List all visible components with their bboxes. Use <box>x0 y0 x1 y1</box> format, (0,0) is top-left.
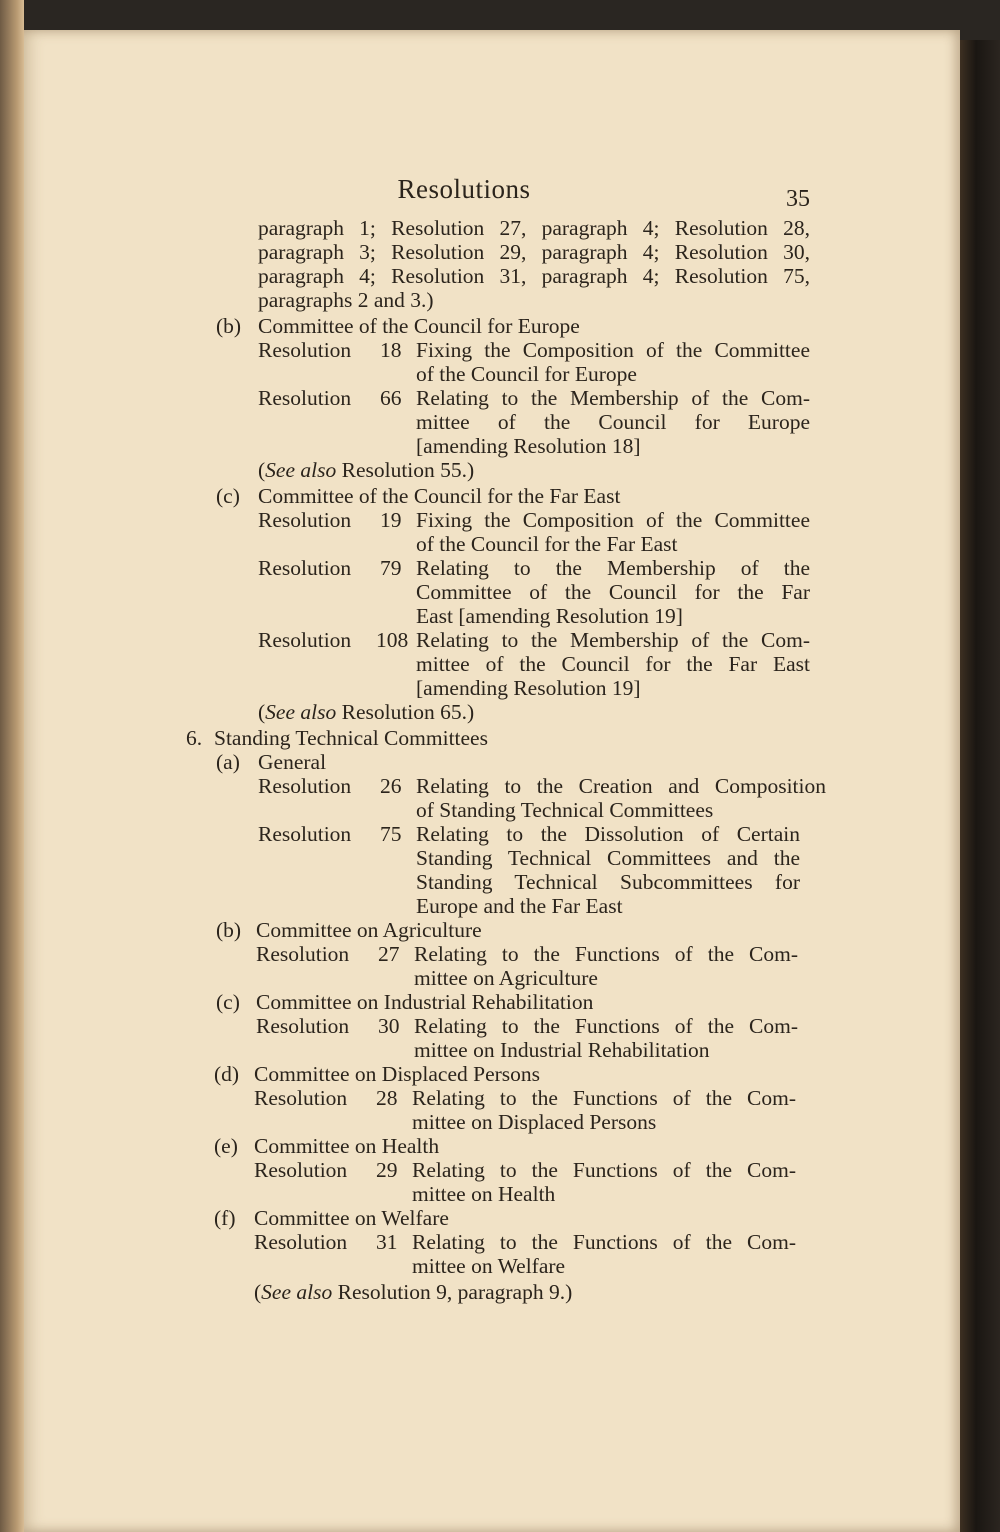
subsection-label: (a) <box>216 750 240 774</box>
section-number: 6. <box>186 726 203 750</box>
text-line: paragraph 3; Resolution 29, paragraph 4; Resolution 30, <box>258 240 810 264</box>
subsection-label: (f) <box>214 1206 236 1230</box>
subsection-label: (d) <box>214 1062 240 1086</box>
page-number: 35 <box>786 186 810 212</box>
resolution-number: 19 <box>380 508 402 532</box>
resolution-title: Relating to the Membership of the Com- <box>416 628 810 652</box>
subsection-heading: Committee on Agriculture <box>256 918 482 942</box>
resolution-title: Relating to the Membership of the <box>416 556 810 580</box>
resolution-number: 66 <box>380 386 402 410</box>
resolution-word: Resolution <box>258 774 352 798</box>
text-line: paragraph 1; Resolution 27, paragraph 4; Resolution 28, <box>258 216 810 240</box>
resolution-title: Relating to the Functions of the Com- <box>414 1014 798 1038</box>
resolution-title: mittee on Health <box>412 1182 556 1206</box>
resolution-title: mittee of the Council for the Far East <box>416 652 810 676</box>
resolution-title: mittee on Agriculture <box>414 966 598 990</box>
resolution-title: mittee of the Council for Europe <box>416 410 810 434</box>
resolution-word: Resolution <box>254 1086 348 1110</box>
resolution-word: Resolution <box>254 1158 348 1182</box>
book-gutter <box>0 0 24 1532</box>
resolution-word: Resolution <box>254 1230 348 1254</box>
resolution-title: Relating to the Functions of the Com- <box>414 942 798 966</box>
see-also-ref: Resolution 9, paragraph 9.) <box>337 1280 573 1304</box>
resolution-word: Resolution <box>258 508 352 532</box>
resolution-title: Relating to the Functions of the Com- <box>412 1230 796 1254</box>
resolution-title: Fixing the Composition of the Committee <box>416 338 810 362</box>
see-also-note: (See also Resolution 55.) <box>258 458 475 482</box>
see-also-ref: Resolution 55.) <box>341 458 475 482</box>
subsection-heading: Committee of the Council for Europe <box>258 314 580 338</box>
subsection-heading: Committee on Welfare <box>254 1206 449 1230</box>
see-also-note: (See also Resolution 65.) <box>258 700 475 724</box>
resolution-title: Relating to the Functions of the Com- <box>412 1086 796 1110</box>
resolution-word: Resolution <box>258 628 352 652</box>
text-line: paragraph 4; Resolution 31, paragraph 4; Resolution 75, <box>258 264 810 288</box>
resolution-title: Relating to the Dissolution of Certain <box>416 822 800 846</box>
resolution-number: 31 <box>376 1230 398 1254</box>
subsection-heading: Committee on Industrial Rehabilitation <box>256 990 594 1014</box>
see-also-ref: Resolution 65.) <box>341 700 475 724</box>
section-heading: Standing Technical Committees <box>214 726 488 750</box>
book-edge <box>960 40 1000 1532</box>
resolution-number: 75 <box>380 822 402 846</box>
resolution-word: Resolution <box>258 822 352 846</box>
subsection-label: (b) <box>216 918 242 942</box>
resolution-title: mittee on Displaced Persons <box>412 1110 657 1134</box>
text-line: paragraphs 2 and 3.) <box>258 288 434 312</box>
resolution-title: of the Council for Europe <box>416 362 637 386</box>
resolution-title: mittee on Industrial Rehabilitation <box>414 1038 710 1062</box>
resolution-title: mittee on Welfare <box>412 1254 566 1278</box>
resolution-word: Resolution <box>256 942 350 966</box>
resolution-title: [amending Resolution 18] <box>416 434 641 458</box>
subsection-heading: Committee on Health <box>254 1134 440 1158</box>
book-page <box>24 30 960 1532</box>
running-title: Resolutions <box>397 174 531 204</box>
resolution-number: 28 <box>376 1086 398 1110</box>
resolution-word: Resolution <box>258 386 352 410</box>
see-also-label: See also <box>265 458 337 482</box>
resolution-title: [amending Resolution 19] <box>416 676 641 700</box>
resolution-word: Resolution <box>258 338 352 362</box>
resolution-title: Fixing the Composition of the Committee <box>416 508 810 532</box>
resolution-title: of the Council for the Far East <box>416 532 678 556</box>
subsection-label: (c) <box>216 484 240 508</box>
resolution-word: Resolution <box>258 556 352 580</box>
subsection-label: (b) <box>216 314 242 338</box>
subsection-heading: Committee of the Council for the Far East <box>258 484 621 508</box>
resolution-title: Committee of the Council for the Far <box>416 580 810 604</box>
resolution-title: Relating to the Creation and Composition <box>416 774 826 798</box>
see-also-label: See also <box>261 1280 333 1304</box>
subsection-label: (c) <box>216 990 240 1014</box>
subsection-heading: Committee on Displaced Persons <box>254 1062 541 1086</box>
subsection-label: (e) <box>214 1134 238 1158</box>
resolution-number: 26 <box>380 774 402 798</box>
resolution-title: Europe and the Far East <box>416 894 623 918</box>
resolution-number: 18 <box>380 338 402 362</box>
subsection-heading: General <box>258 750 327 774</box>
resolution-title: Standing Technical Subcommittees for <box>416 870 800 894</box>
resolution-title: Relating to the Functions of the Com- <box>412 1158 796 1182</box>
see-also-note: (See also Resolution 9, paragraph 9.) <box>254 1280 573 1304</box>
resolution-number: 27 <box>378 942 400 966</box>
resolution-number: 30 <box>378 1014 400 1038</box>
resolution-number: 29 <box>376 1158 398 1182</box>
resolution-title: Standing Technical Committees and the <box>416 846 800 870</box>
resolution-number: 108 <box>376 628 409 652</box>
resolution-title: of Standing Technical Committees <box>416 798 714 822</box>
resolution-word: Resolution <box>256 1014 350 1038</box>
see-also-label: See also <box>265 700 337 724</box>
resolution-title: Relating to the Membership of the Com- <box>416 386 810 410</box>
resolution-number: 79 <box>380 556 402 580</box>
resolution-title: East [amending Resolution 19] <box>416 604 683 628</box>
